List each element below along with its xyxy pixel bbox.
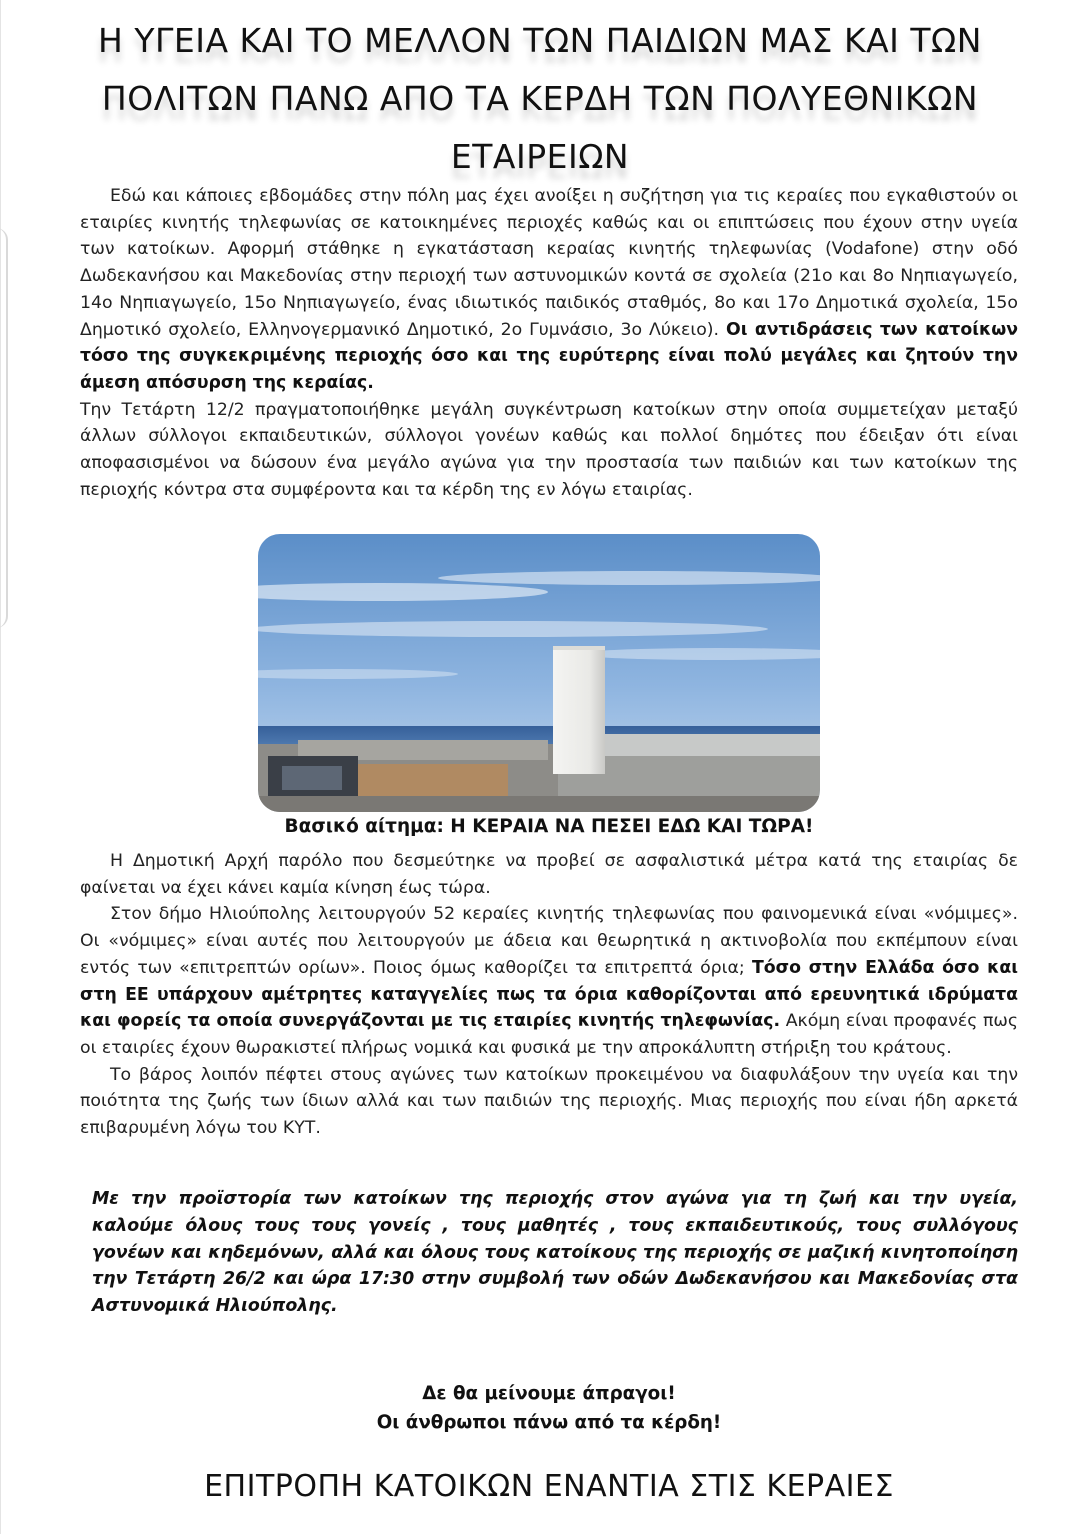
solar-panel-glass (282, 766, 342, 790)
roof-edge (258, 796, 820, 812)
slogans (80, 1380, 1018, 1437)
page-curl-edge (0, 228, 8, 628)
antenna-tower (553, 646, 605, 774)
main-demand: Βασικό αίτημα: Η ΚΕΡΑΙΑ ΝΑ ΠΕΣΕΙ ΕΔΩ ΚΑΙ ΤΩΡΑ! (284, 816, 814, 837)
paragraph-2-bold: Τόσο στην Ελλάδα όσο και στη ΕΕ υπάρχουν αμέτρητες καταγγελίες πως τα όρια καθορίζονται από ερευνητικά ιδρύματα και φορείς τα οποία συνεργάζονται με τις εταιρίες κινητής τηλεφωνίας. (80, 957, 1019, 1032)
paragraph-2-text-b: Ακόμη είναι προφανές πως οι εταιρίες έχουν θωρακιστεί πλήρως νομικά και φυσικά με την απροκάλυπτη στήριξη του κράτους. (80, 1011, 1019, 1058)
intro-bold-text: Οι αντιδράσεις των κατοίκων τόσο της συγκεκριμένης περιοχής όσο και της ευρύτερης είναι πολύ μεγάλες και ζητούν την άμεση απόσυρση της κεραίας. (80, 319, 1019, 393)
paragraph-1: Η Δημοτική Αρχή παρόλο που δεσμεύτηκε να προβεί σε ασφαλιστικά μέτρα κατά της εταιρίας δε φαίνεται να έχει κάνει καμία κίνηση έως τώρα. (80, 851, 1018, 898)
signature: ΕΠΙΤΡΟΠΗ ΚΑΤΟΙΚΩΝ ΕΝΑΝΤΙΑ ΣΤΙΣ ΚΕΡΑΙΕΣ (204, 1469, 894, 1504)
slogan-1: Δε θα μείνουμε άπραγοι! (422, 1383, 676, 1404)
page-title: Η ΥΓΕΙΑ ΚΑΙ ΤΟ ΜΕΛΛΟΝ ΤΩΝ ΠΑΙΔΙΩΝ ΜΑΣ ΚΑΙ ΤΩΝ ΠΟΛΙΤΩΝ ΠΑΝΩ ΑΠΟ ΤΑ ΚΕΡΔΗ ΤΩΝ ΠΟΛΥΕΘΝΙΚΩΝ ΕΤΑΙΡΕΙΩΝ (98, 21, 982, 176)
intro-paragraph (80, 183, 1018, 503)
mobilization-callout: Με την προϊστορία των κατοίκων της περιοχής στον αγώνα για τη ζωή και την υγεία, καλούμε όλους τους τους γονείς , τους μαθητές , τους εκπαιδευτικούς, τους συλλόγους γονέων και κηδεμόνων, αλλά και όλους τους κατοίκους της περιοχής σε μαζική κινητοποίηση την Τετάρτη 26/2 και ώρα 17:30 στην συμβολή των οδών Δωδεκανήσου και Μακεδονίας στα Αστυνομικά Ηλιούπολης. (92, 1189, 1018, 1317)
antenna-photo (258, 534, 820, 812)
slogan-2: Οι άνθρωποι πάνω από τα κέρδη! (376, 1411, 722, 1433)
main-paragraphs (80, 848, 1018, 1142)
antenna-tower-top (553, 646, 605, 650)
paragraph-3: Το βάρος λοιπόν πέφτει στους αγώνες των κατοίκων προκειμένου να διαφυλάξουν την υγεία και την ποιότητα της ζωής των ίδιων αλλά και των παιδιών της περιοχής. Μιας περιοχής που είναι ήδη αρκετά επιβαρυμένη λόγω του ΚΥΤ. (80, 1064, 1018, 1139)
intro-text-a: Εδώ και κάποιες εβδομάδες στην πόλη μας έχει ανοίξει η συζήτηση για τις κεραίες που εγκαθιστούν οι εταιρίες κινητής τηλεφωνίας σε κατοικημένες περιοχές καθώς και οι επιπτώσεις που έχουν στην υγεία των κατοίκων. Αφορμή στάθηκε η εγκατάσταση κεραίας κινητής τηλεφωνίας (Vodafone) στην οδό Δωδεκανήσου και Μακεδονίας στην περιοχή των αστυνομικών κοντά σε σχολεία (21ο και 8ο Νηπιαγωγείο, 14ο Νηπιαγωγείο, 15ο Νηπιαγωγείο, ένας ιδιωτικός παιδικός σταθμός, 8ο και 17ο Δημοτικά σχολεία, 15ο Δημοτικό σχολείο, Ελληνογερμανικό Δημοτικό, 2ο Γυμνάσιο, 3ο Λύκειο). (80, 186, 1018, 340)
intro-text-b: Την Τετάρτη 12/2 πραγματοποιήθηκε μεγάλη συγκέντρωση κατοίκων στην οποία συμμετείχαν μεταξύ άλλων σύλλογοι εκπαιδευτικών, σύλλογοι γονέων καθώς και πολλοί δημότες που έδειξαν ότι είναι αποφασισμένοι να δώσουν ένα μεγάλο αγώνα για την προστασία των παιδιών και των κατοίκων της περιοχής κόντρα στα συμφέροντα και τα κέρδη της εν λόγω εταιρίας. (80, 399, 1018, 500)
paragraph-2-text-a: Στον δήμο Ηλιούπολης λειτουργούν 52 κεραίες κινητής τηλεφωνίας που φαινομενικά είναι «νόμιμες». Οι «νόμιμες» είναι αυτές που λειτουργούν με άδεια και θεωρητικά η ακτινοβολία που εκπέμπουν είναι εντός των «επιτρεπτών ορίων». Ποιος όμως καθορίζει τα επιτρεπτά όρια; (80, 904, 1018, 978)
